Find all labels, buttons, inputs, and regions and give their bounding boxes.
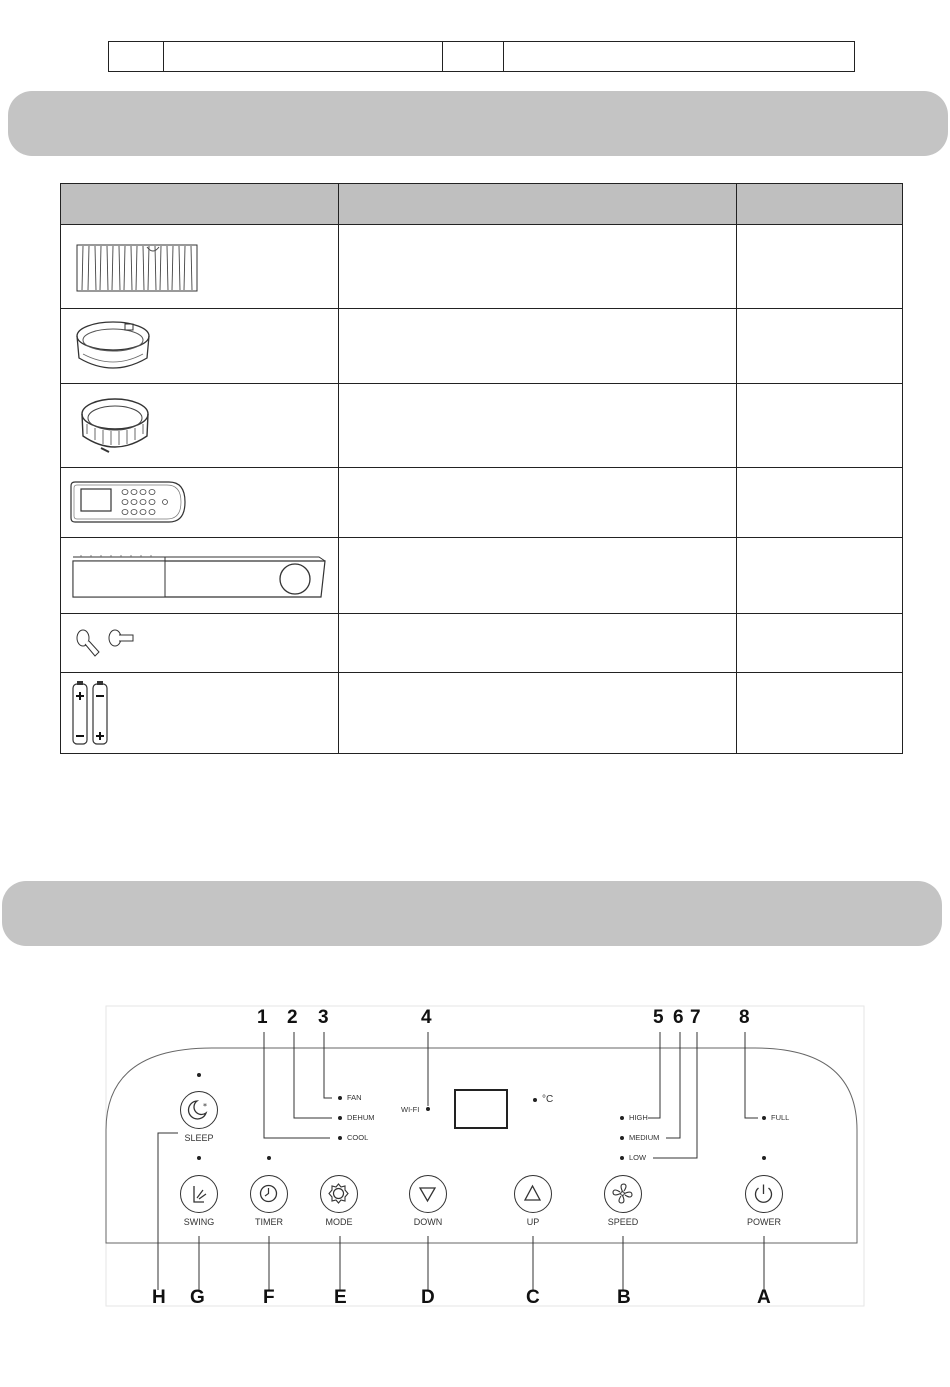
svg-text:*: * <box>203 1102 207 1111</box>
header-cell <box>164 42 443 71</box>
header-cell <box>109 42 164 71</box>
accessory-quantity <box>737 614 903 673</box>
fan-indicator-dot <box>338 1096 342 1100</box>
down-button[interactable] <box>409 1175 447 1213</box>
header-cell <box>504 42 854 71</box>
medium-speed-label: MEDIUM <box>629 1133 660 1142</box>
up-arrow-icon <box>515 1176 551 1212</box>
remote-control-icon <box>69 480 189 526</box>
up-button[interactable] <box>514 1175 552 1213</box>
callout-letter-c: C <box>526 1287 540 1308</box>
cool-indicator-label: COOL <box>347 1133 369 1142</box>
up-button-label: UP <box>526 1217 540 1227</box>
mode-button[interactable] <box>320 1175 358 1213</box>
header-cell <box>443 42 504 71</box>
swing-button[interactable] <box>180 1175 218 1213</box>
callout-letter-b: B <box>617 1287 631 1308</box>
fan-speed-icon <box>605 1176 641 1212</box>
column-header <box>339 184 737 225</box>
accessory-description <box>339 673 737 754</box>
wifi-indicator-label: WI-FI <box>401 1105 420 1114</box>
accessory-image-cell <box>61 384 339 468</box>
callout-number-4: 4 <box>421 1007 432 1028</box>
sleep-button[interactable] <box>180 1091 218 1129</box>
accessory-quantity <box>737 309 903 384</box>
accessories-table <box>60 183 903 754</box>
control-panel-diagram <box>100 1000 870 1310</box>
callout-number-5: 5 <box>653 1007 664 1028</box>
accessory-quantity <box>737 384 903 468</box>
callout-number-3: 3 <box>318 1007 329 1028</box>
table-row <box>61 225 903 309</box>
table-row <box>61 538 903 614</box>
dehum-indicator-dot <box>338 1116 342 1120</box>
header-table <box>108 41 855 72</box>
power-button[interactable] <box>745 1175 783 1213</box>
fan-indicator-label: FAN <box>347 1093 362 1102</box>
callout-number-2: 2 <box>287 1007 298 1028</box>
high-speed-indicator-dot <box>620 1116 624 1120</box>
column-header <box>61 184 339 225</box>
sleep-icon <box>181 1092 217 1128</box>
low-speed-indicator-dot <box>620 1156 624 1160</box>
accessory-image-cell <box>61 673 339 754</box>
swing-status-dot <box>197 1156 201 1160</box>
callout-letter-a: A <box>757 1287 771 1308</box>
accessory-description <box>339 384 737 468</box>
power-icon <box>746 1176 782 1212</box>
callout-letter-g: G <box>190 1287 205 1308</box>
timer-button-label: TIMER <box>255 1217 283 1227</box>
swing-icon <box>181 1176 217 1212</box>
hose-adapter-icon <box>69 314 159 380</box>
dehum-indicator-label: DEHUM <box>347 1113 375 1122</box>
celsius-indicator-label: °C <box>542 1094 554 1105</box>
table-row <box>61 614 903 673</box>
temperature-display <box>455 1090 507 1128</box>
down-arrow-icon <box>410 1176 446 1212</box>
speed-button-label: SPEED <box>607 1217 639 1227</box>
callout-letter-e: E <box>334 1287 347 1308</box>
wifi-indicator-dot <box>426 1107 430 1111</box>
sleep-button-label: SLEEP <box>184 1133 214 1143</box>
accessory-quantity <box>737 673 903 754</box>
mode-icon <box>321 1176 357 1212</box>
accessory-description <box>339 614 737 673</box>
accessory-description <box>339 468 737 538</box>
sleep-status-dot <box>197 1073 201 1077</box>
speed-button[interactable] <box>604 1175 642 1213</box>
mode-button-label: MODE <box>325 1217 353 1227</box>
control-panel-outline <box>100 1000 870 1310</box>
timer-button[interactable] <box>250 1175 288 1213</box>
medium-speed-indicator-dot <box>620 1136 624 1140</box>
high-speed-label: HIGH <box>629 1113 648 1122</box>
table-row <box>61 309 903 384</box>
callout-letter-d: D <box>421 1287 435 1308</box>
table-header-row <box>61 184 903 225</box>
power-status-dot <box>762 1156 766 1160</box>
callout-letter-h: H <box>152 1287 166 1308</box>
accessory-image-cell <box>61 225 339 309</box>
accessory-quantity <box>737 468 903 538</box>
accessory-image-cell <box>61 614 339 673</box>
full-indicator-dot <box>762 1116 766 1120</box>
batteries-icon <box>69 678 119 748</box>
accessory-image-cell <box>61 309 339 384</box>
low-speed-label: LOW <box>629 1153 647 1162</box>
accessory-image-cell <box>61 538 339 614</box>
section-banner-control-panel <box>2 881 942 946</box>
callout-number-1: 1 <box>257 1007 268 1028</box>
timer-status-dot <box>267 1156 271 1160</box>
callout-number-7: 7 <box>690 1007 701 1028</box>
down-button-label: DOWN <box>413 1217 443 1227</box>
callout-number-6: 6 <box>673 1007 684 1028</box>
celsius-indicator-dot <box>533 1098 537 1102</box>
timer-icon <box>251 1176 287 1212</box>
window-adapter-icon <box>73 390 163 460</box>
cool-indicator-dot <box>338 1136 342 1140</box>
swing-button-label: SWING <box>183 1217 215 1227</box>
table-row <box>61 673 903 754</box>
section-banner-accessories <box>8 91 948 156</box>
accessory-description <box>339 309 737 384</box>
table-row <box>61 468 903 538</box>
column-header <box>737 184 903 225</box>
window-slider-kit-icon <box>69 547 331 607</box>
accessory-image-cell <box>61 468 339 538</box>
accessory-quantity <box>737 538 903 614</box>
accessory-description <box>339 538 737 614</box>
accessory-description <box>339 225 737 309</box>
accessory-quantity <box>737 225 903 309</box>
power-button-label: POWER <box>746 1217 781 1227</box>
exhaust-hose-icon <box>75 241 215 297</box>
callout-letter-f: F <box>263 1287 275 1308</box>
full-tank-label: FULL <box>771 1113 790 1122</box>
screws-icon <box>73 624 143 664</box>
table-row <box>61 384 903 468</box>
callout-number-8: 8 <box>739 1007 750 1028</box>
